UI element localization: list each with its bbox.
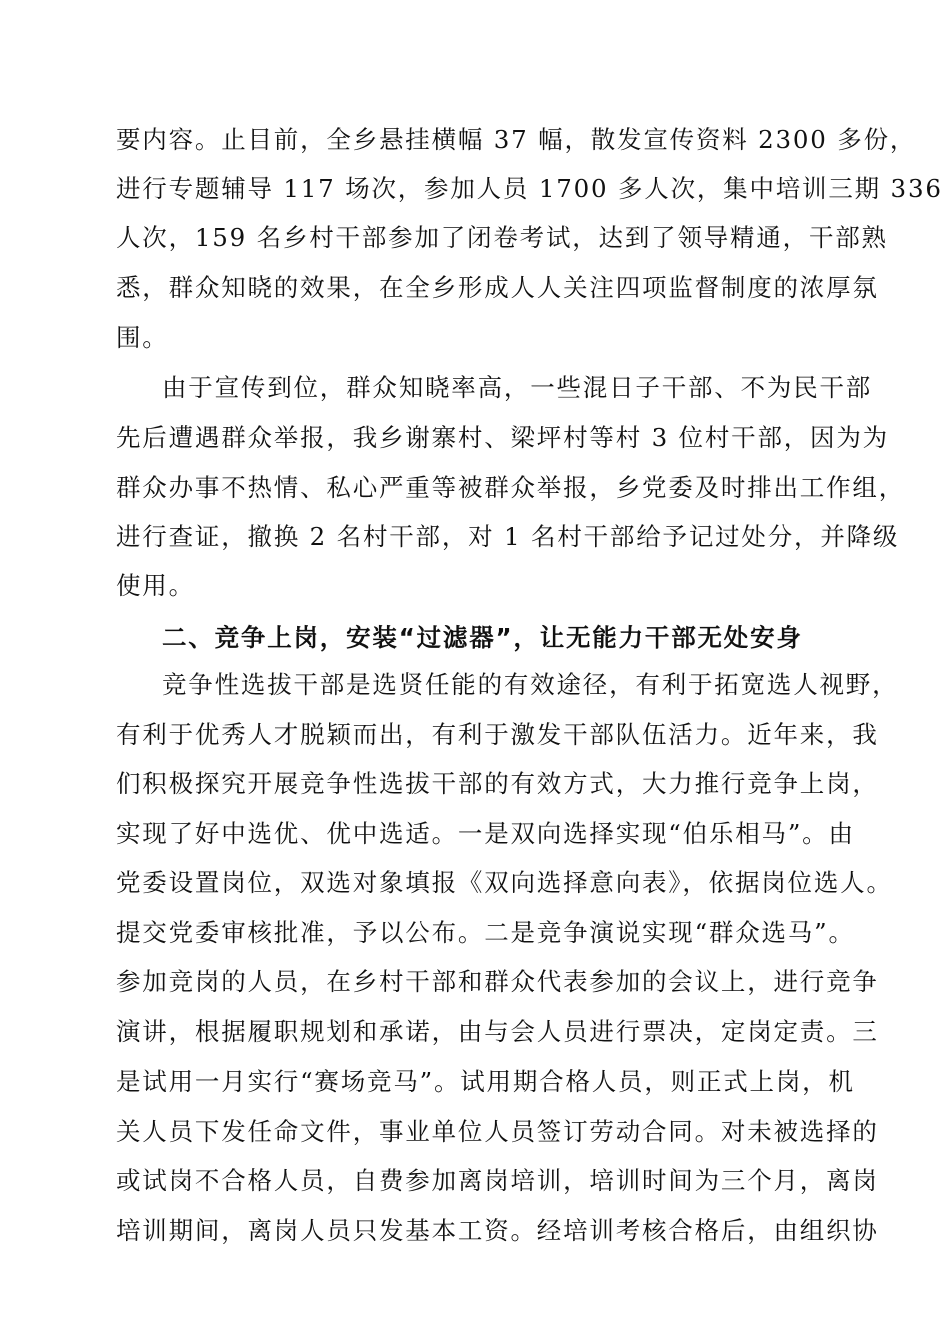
paragraph-line: 实现了好中选优、优中选适。一是双向选择实现“伯乐相马”。由 bbox=[116, 819, 855, 848]
paragraph-line: 悉，群众知晓的效果，在全乡形成人人关注四项监督制度的浓厚氛 bbox=[116, 273, 879, 302]
paragraph-line: 要内容。止目前，全乡悬挂横幅 37 幅，散发宣传资料 2300 多份， bbox=[116, 125, 917, 154]
section-heading: 二、竞争上岗，安装“过滤器”，让无能力干部无处安身 bbox=[162, 623, 803, 652]
paragraph-line: 演讲，根据履职规划和承诺，由与会人员进行票决，定岗定责。三 bbox=[116, 1017, 879, 1046]
paragraph-line: 进行专题辅导 117 场次，参加人员 1700 多人次，集中培训三期 336 bbox=[116, 174, 943, 203]
paragraph-line: 培训期间，离岗人员只发基本工资。经培训考核合格后，由组织协 bbox=[116, 1216, 879, 1245]
paragraph-line: 由于宣传到位，群众知晓率高，一些混日子干部、不为民干部 bbox=[162, 373, 873, 402]
paragraph-line: 使用。 bbox=[116, 571, 195, 600]
paragraph-line: 参加竞岗的人员，在乡村干部和群众代表参加的会议上，进行竞争 bbox=[116, 967, 879, 996]
paragraph-line: 或试岗不合格人员，自费参加离岗培训，培训时间为三个月，离岗 bbox=[116, 1166, 879, 1195]
paragraph-line: 群众办事不热情、私心严重等被群众举报，乡党委及时排出工作组， bbox=[116, 473, 905, 502]
paragraph-line: 竞争性选拔干部是选贤任能的有效途径，有利于拓宽选人视野， bbox=[162, 670, 899, 699]
paragraph-line: 是试用一月实行“赛场竞马”。试用期合格人员，则正式上岗，机 bbox=[116, 1067, 855, 1096]
paragraph-line: 进行查证，撤换 2 名村干部，对 1 名村干部给予记过处分，并降级 bbox=[116, 522, 900, 551]
paragraph-line: 党委设置岗位，双选对象填报《双向选择意向表》，依据岗位选人。 bbox=[116, 868, 893, 897]
paragraph-line: 关人员下发任命文件，事业单位人员签订劳动合同。对未被选择的 bbox=[116, 1117, 879, 1146]
paragraph-line: 人次，159 名乡村干部参加了闭卷考试，达到了领导精通，干部熟 bbox=[116, 223, 888, 252]
paragraph-line: 提交党委审核批准，予以公布。二是竞争演说实现“群众选马”。 bbox=[116, 918, 855, 947]
paragraph-line: 围。 bbox=[116, 323, 169, 352]
paragraph-line: 先后遭遇群众举报，我乡谢寨村、梁坪村等村 3 位村干部，因为为 bbox=[116, 423, 889, 452]
paragraph-line: 们积极探究开展竞争性选拔干部的有效方式，大力推行竞争上岗， bbox=[116, 769, 879, 798]
paragraph-line: 有利于优秀人才脱颖而出，有利于激发干部队伍活力。近年来，我 bbox=[116, 720, 879, 749]
